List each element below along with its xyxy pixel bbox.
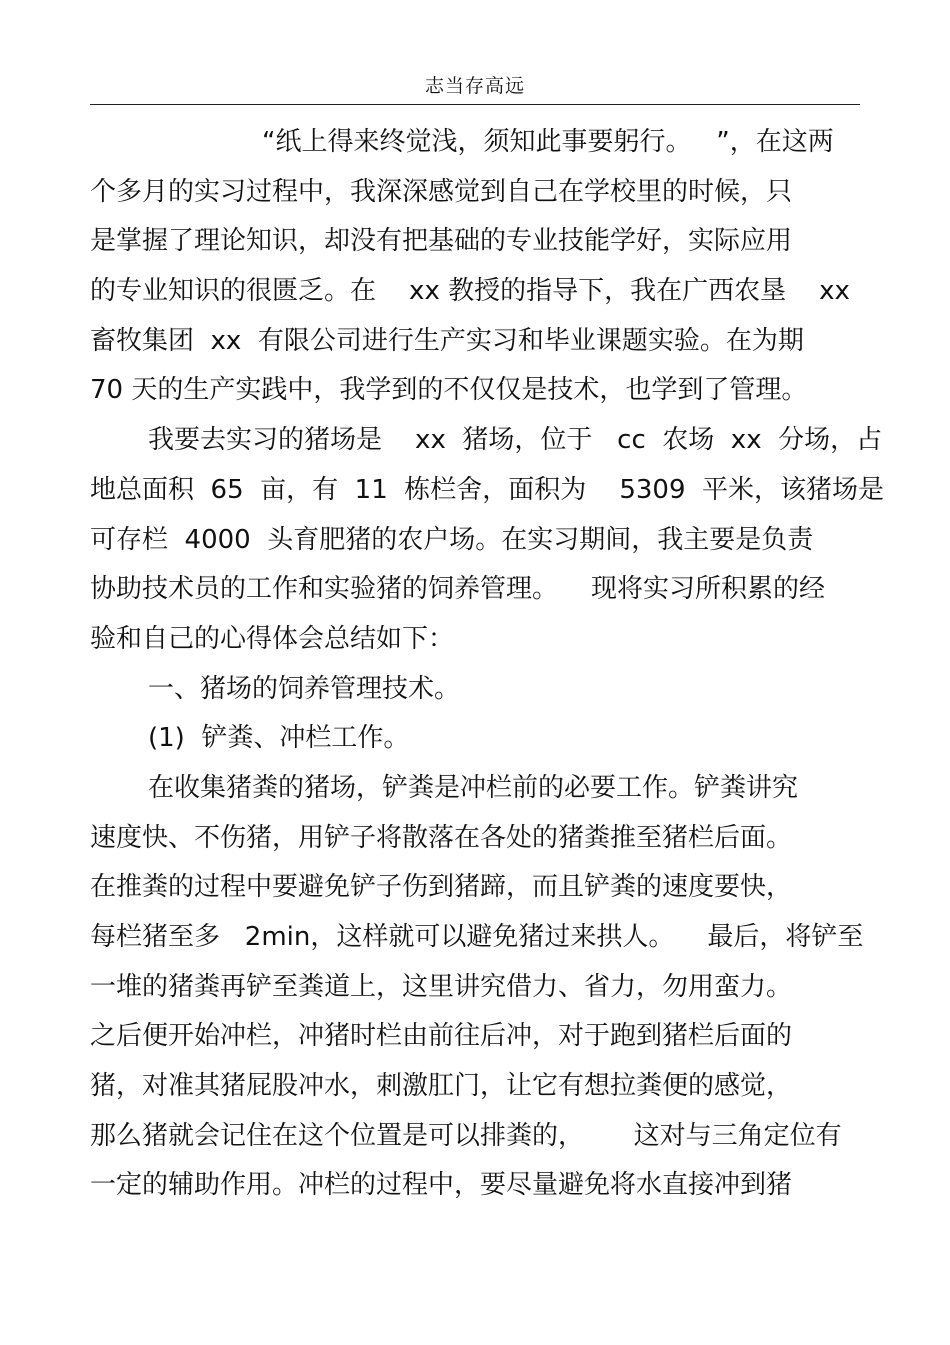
section-heading: 一、猪场的饲养管理技术。 xyxy=(148,673,461,704)
subsection-heading: (1) 铲粪、冲栏工作。 xyxy=(148,723,410,754)
text-line: 在收集猪粪的猪场，铲粪是冲栏前的必要工作。铲粪讲究 xyxy=(148,772,799,803)
text-line: 地总面积 65 亩，有 11 栋栏舍，面积为 5309 平米，该猪场是 xyxy=(90,474,885,505)
text-line: 验和自己的心得体会总结如下： xyxy=(90,623,455,654)
header-divider xyxy=(90,104,860,105)
text-line: 速度快、不伤猪，用铲子将散落在各处的猪粪推至猪栏后面。 xyxy=(90,822,793,853)
text-line: 之后便开始冲栏，冲猪时栏由前往后冲，对于跑到猪栏后面的 xyxy=(90,1021,793,1052)
text-line: 每栏猪至多 2min，这样就可以避免猪过来拱人。 最后，将铲至 xyxy=(90,922,864,952)
page-header-title: 志当存高远 xyxy=(424,75,525,97)
text-line: 是掌握了理论知识，却没有把基础的专业技能学好，实际应用 xyxy=(90,226,793,257)
text-line: 畜牧集团 xx 有限公司进行生产实习和毕业课题实验。在为期 xyxy=(90,325,804,356)
text-line: 我要去实习的猪场是 xx 猪场，位于 cc 农场 xx 分场，占 xyxy=(148,425,883,456)
text-line: “纸上得来终觉浅，须知此事要躬行。 ”，在这两 xyxy=(262,127,834,157)
text-line: 猪，对准其猪屁股冲水，刺激肛门，让它有想拉粪便的感觉， xyxy=(90,1071,793,1102)
text-line: 一堆的猪粪再铲至粪道上，这里讲究借力、省力，勿用蛮力。 xyxy=(90,971,793,1002)
text-line: 个多月的实习过程中，我深深感觉到自己在学校里的时候，只 xyxy=(90,176,793,207)
document-body xyxy=(90,118,885,1211)
text-line: 协助技术员的工作和实验猪的饲养管理。 现将实习所积累的经 xyxy=(90,574,826,605)
text-line: 的专业知识的很匮乏。在 xx 教授的指导下，我在广西农垦 xx xyxy=(90,276,850,307)
text-line: 在推粪的过程中要避免铲子伤到猪蹄，而且铲粪的速度要快， xyxy=(90,872,793,903)
text-line: 70 天的生产实践中，我学到的不仅仅是技术，也学到了管理。 xyxy=(90,375,808,406)
text-line: 可存栏 4000 头育肥猪的农户场。在实习期间，我主要是负责 xyxy=(90,524,814,555)
text-line: 那么猪就会记住在这个位置是可以排粪的， 这对与三角定位有 xyxy=(90,1120,842,1151)
text-line: 一定的辅助作用。冲栏的过程中，要尽量避免将水直接冲到猪 xyxy=(90,1170,793,1201)
